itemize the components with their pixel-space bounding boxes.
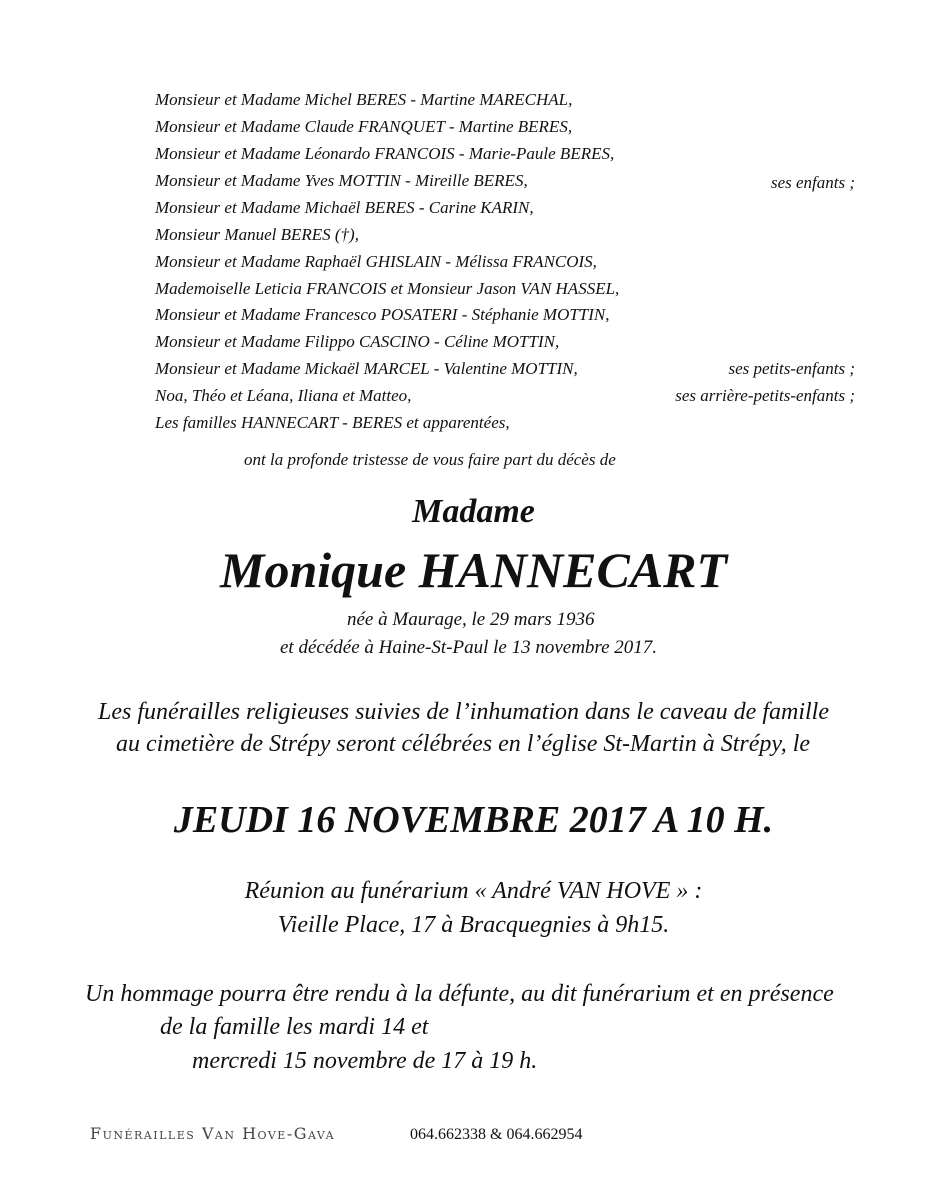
funeral-line-2: au cimetière de Strépy seront célébrées en l’église St-Martin à Strépy, le <box>116 731 811 757</box>
funeral-line-1: Les funérailles religieuses suivies de l’inhumation dans le caveau de famille <box>98 699 829 725</box>
reunion-line-1: Réunion au funérarium « André VAN HOVE » : <box>244 878 703 904</box>
hommage-line-3: mercredi 15 novembre de 17 à 19 h. <box>192 1048 538 1074</box>
family-line-7: Monsieur et Madame Raphaël GHISLAIN - Mélissa FRANCOIS, <box>155 252 597 271</box>
family-line-2: Monsieur et Madame Claude FRANQUET - Martine BERES, <box>155 117 573 136</box>
family-line-4: Monsieur et Madame Yves MOTTIN - Mireille BERES, <box>155 171 528 190</box>
family-line-9: Monsieur et Madame Francesco POSATERI - Stéphanie MOTTIN, <box>155 305 610 324</box>
family-line-8: Mademoiselle Leticia FRANCOIS et Monsieur Jason VAN HASSEL, <box>155 279 620 298</box>
family-line-12: Noa, Théo et Léana, Iliana et Matteo, <box>155 386 412 405</box>
funeral-home-name: Funérailles Van Hove-Gava <box>90 1124 336 1143</box>
family-line-10: Monsieur et Madame Filippo CASCINO - Céline MOTTIN, <box>155 332 560 351</box>
hommage-line-1: Un hommage pourra être rendu à la défunte, au dit funérarium et en présence <box>85 981 834 1007</box>
funeral-date: JEUDI 16 NOVEMBRE 2017 A 10 H. <box>173 799 774 841</box>
birth-info: née à Maurage, le 29 mars 1936 <box>347 609 595 630</box>
hommage-line-2: de la famille les mardi 14 et <box>160 1014 429 1040</box>
family-line-1: Monsieur et Madame Michel BERES - Martine MARECHAL, <box>155 90 573 109</box>
family-line-3: Monsieur et Madame Léonardo FRANCOIS - Marie-Paule BERES, <box>155 144 615 163</box>
announcement-intro: ont la profonde tristesse de vous faire part du décès de <box>244 450 616 469</box>
family-line-13: Les familles HANNECART - BERES et apparentées, <box>155 413 510 432</box>
family-line-5: Monsieur et Madame Michaël BERES - Carine KARIN, <box>155 198 534 217</box>
role-great-grandchildren: ses arrière-petits-enfants ; <box>675 386 855 405</box>
role-grandchildren: ses petits-enfants ; <box>728 359 855 378</box>
family-line-11: Monsieur et Madame Mickaël MARCEL - Valentine MOTTIN, <box>155 359 578 378</box>
deceased-title: Madame <box>412 493 535 530</box>
reunion-line-2: Vieille Place, 17 à Bracquegnies à 9h15. <box>277 912 670 938</box>
family-line-6: Monsieur Manuel BERES (†), <box>155 225 359 244</box>
death-info: et décédée à Haine-St-Paul le 13 novembre 2017. <box>280 637 658 658</box>
funeral-home-phones: 064.662338 & 064.662954 <box>410 1126 583 1143</box>
role-children: ses enfants ; <box>770 173 855 192</box>
deceased-name: Monique HANNECART <box>220 542 728 598</box>
